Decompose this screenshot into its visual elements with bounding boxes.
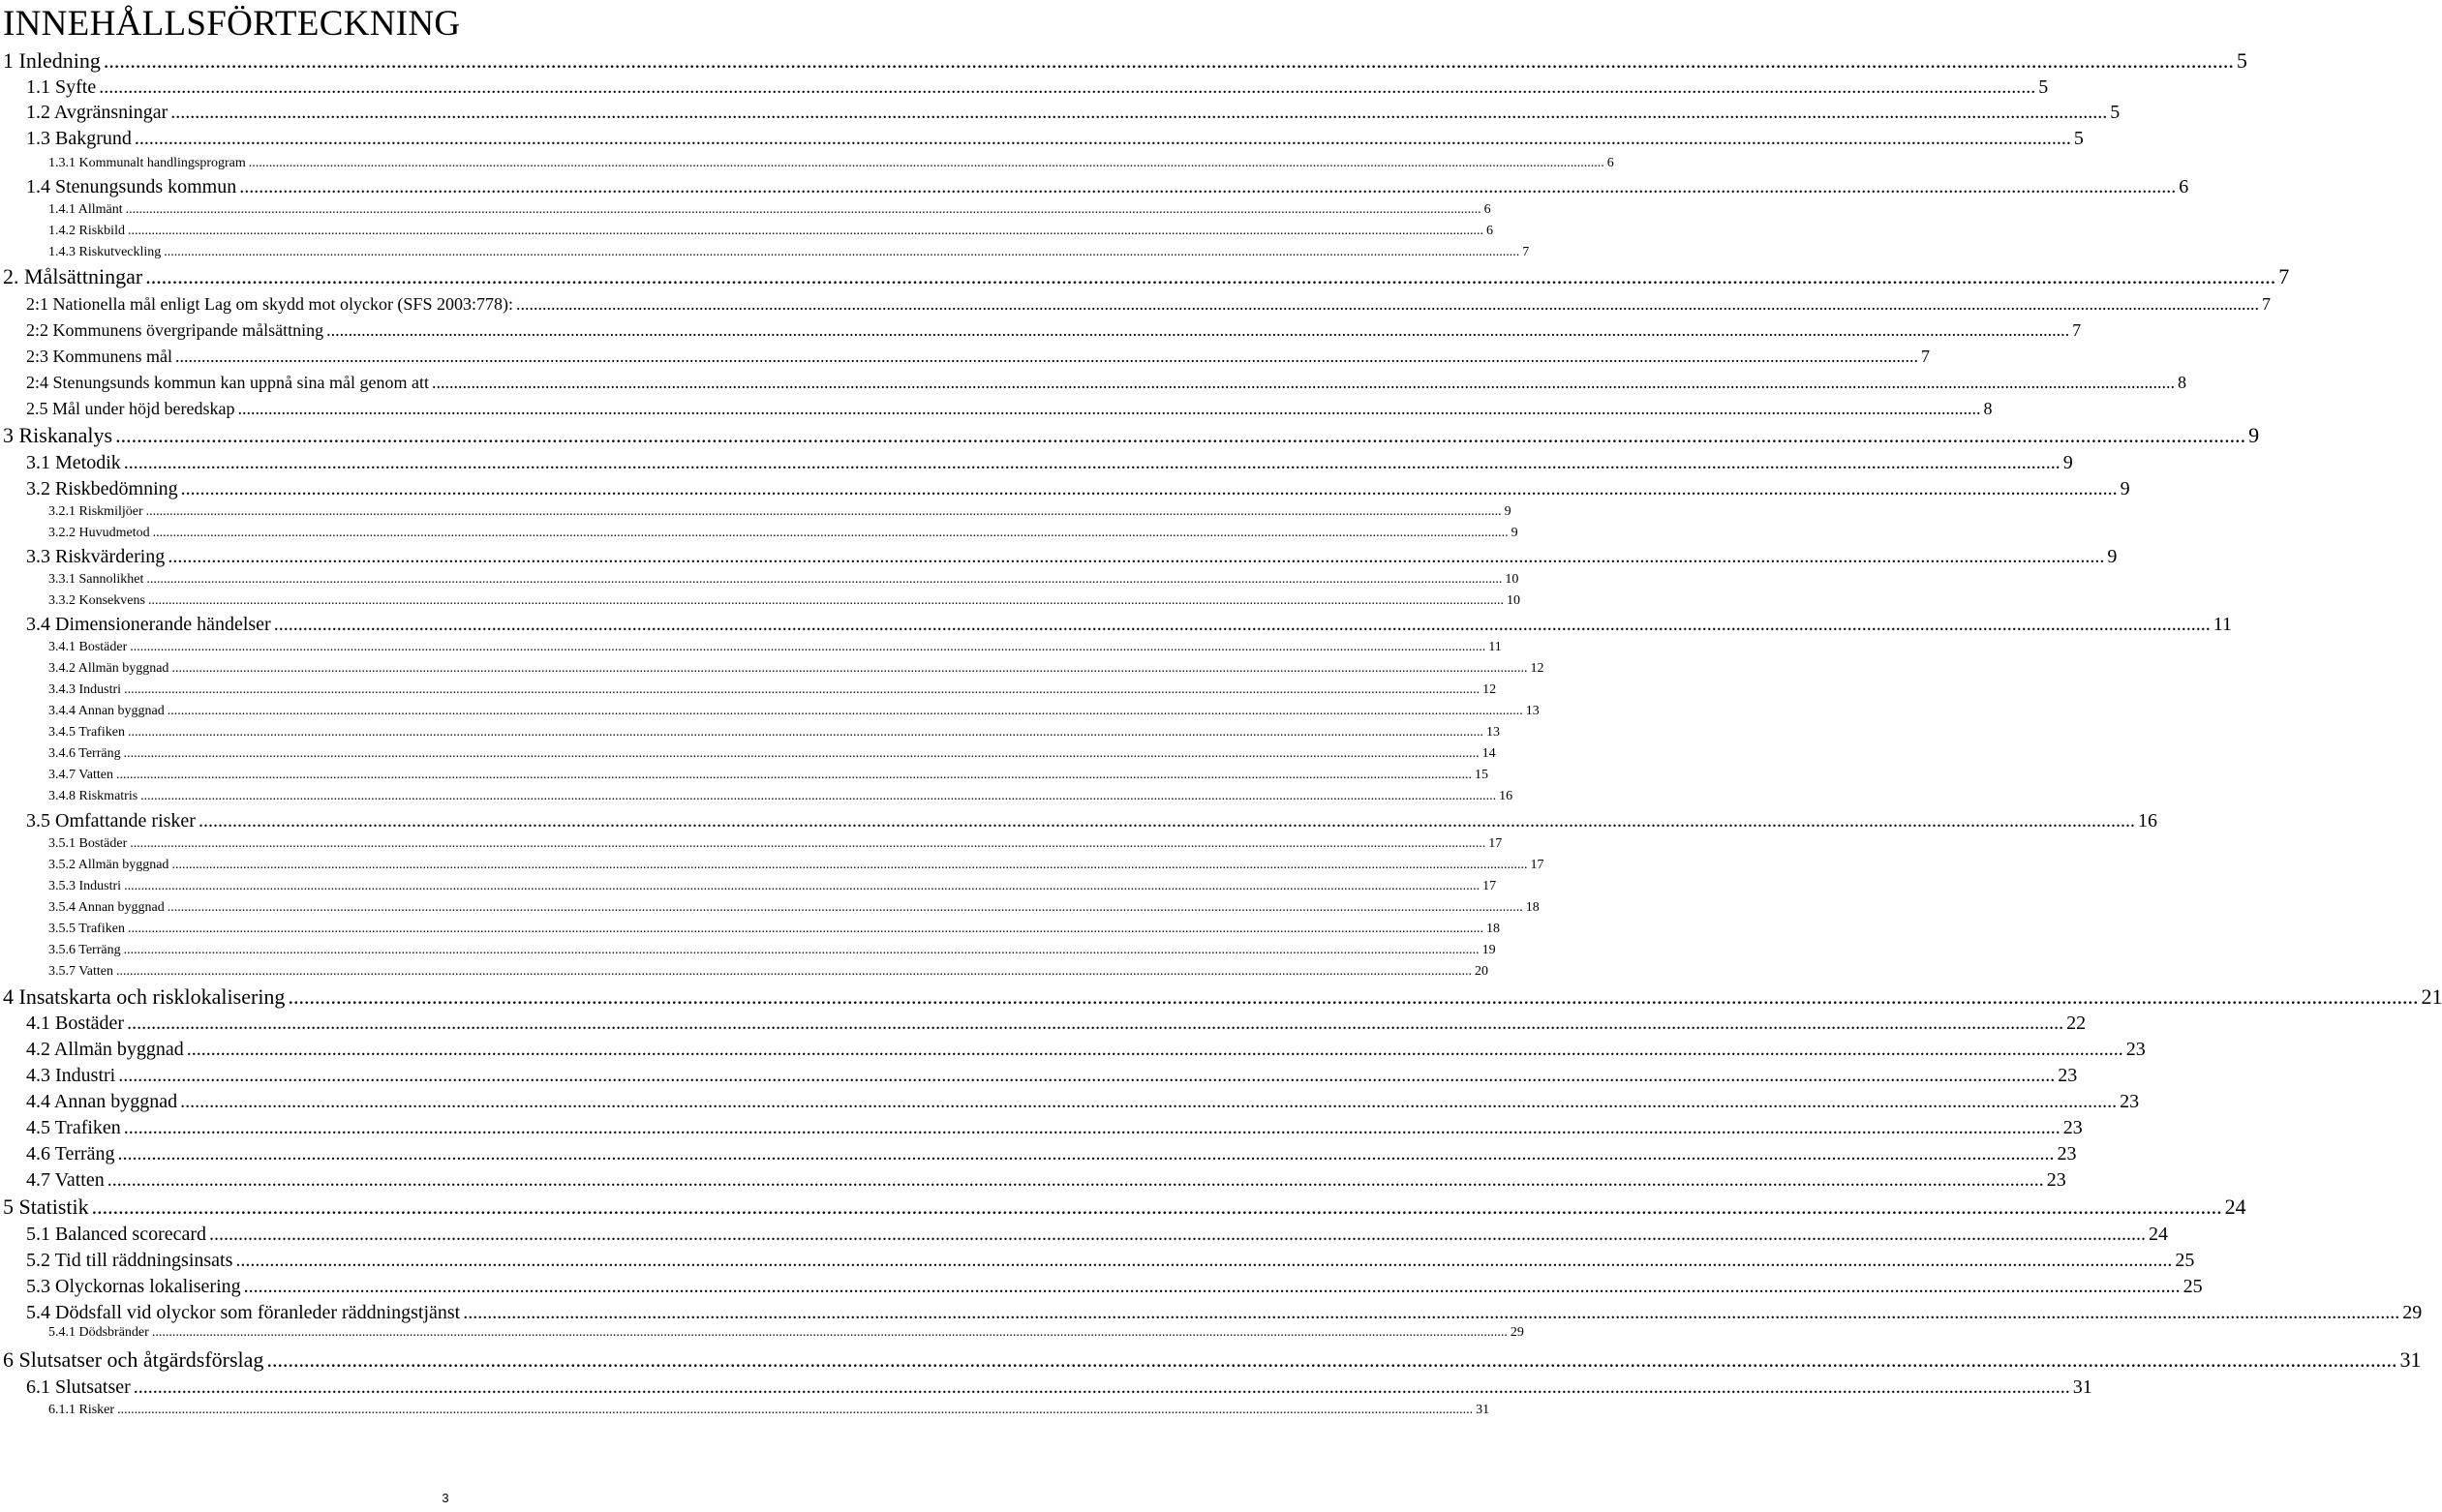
dot-leader: ................................................................................................................................................................................................................................................................................................................................................................................................................	[164, 245, 1520, 259]
toc-entry[interactable]	[48, 897, 1540, 919]
dot-leader: ................................................................................................................................................................................................................................................................................................................................................................................................................	[117, 1403, 1474, 1417]
toc-entry-label: 3.5.7 Vatten	[48, 964, 114, 979]
toc-entry-label: 3.4.6 Terräng	[48, 746, 121, 761]
toc-entry-page-number: 23	[2057, 1143, 2077, 1164]
dot-leader: ................................................................................................................................................................................................................................................................................................................................................................................................................	[116, 768, 1473, 782]
toc-entry[interactable]	[26, 1115, 2083, 1140]
toc-entry[interactable]	[48, 786, 1513, 807]
toc-entry-page-number: 9	[2062, 452, 2073, 473]
dot-leader: ................................................................................................................................................................................................................................................................................................................................................................................................................	[107, 1169, 2044, 1191]
toc-entry[interactable]	[26, 291, 2271, 317]
dot-leader: ................................................................................................................................................................................................................................................................................................................................................................................................................	[123, 943, 1480, 957]
toc-entry-page-number: 19	[1481, 943, 1496, 957]
dot-leader: ................................................................................................................................................................................................................................................................................................................................................................................................................	[186, 1039, 2123, 1060]
toc-entry[interactable]	[26, 612, 2232, 637]
toc-entry-page-number: 12	[1530, 661, 1544, 676]
dot-leader: ................................................................................................................................................................................................................................................................................................................................................................................................................	[175, 347, 1918, 366]
toc-entry-page-number: 9	[2120, 478, 2130, 499]
toc-entry-page-number: 5	[2236, 48, 2247, 73]
toc-entry-page-number: 9	[2248, 423, 2260, 447]
toc-entry-label: 3.5.1 Bostäder	[48, 836, 128, 851]
toc-entry[interactable]	[26, 1274, 2203, 1299]
toc-entry[interactable]	[48, 1322, 1524, 1344]
toc-entry[interactable]	[26, 1063, 2078, 1088]
toc-entry[interactable]	[48, 501, 1511, 523]
toc-entry[interactable]	[26, 544, 2118, 569]
toc-entry-label: 3.4.8 Riskmatris	[48, 789, 138, 803]
dot-leader: ................................................................................................................................................................................................................................................................................................................................................................................................................	[127, 224, 1483, 238]
toc-entry-page-number: 23	[2062, 1117, 2083, 1138]
toc-entry-label: 4.7 Vatten	[26, 1169, 105, 1191]
toc-entry-label: 3.4 Dimensionerande händelser	[26, 614, 271, 635]
toc-entry[interactable]	[26, 1222, 2169, 1247]
toc-entry-label: 3.3.1 Sannolikhet	[48, 572, 144, 587]
toc-entry-label: 2:1 Nationella mål enligt Lag om skydd mot olyckor (SFS 2003:778):	[26, 294, 513, 314]
toc-entry-label: 1.4 Stenungsunds kommun	[26, 176, 237, 197]
dot-leader: ................................................................................................................................................................................................................................................................................................................................................................................................................	[209, 1224, 2147, 1245]
toc-entry[interactable]	[48, 855, 1544, 876]
toc-entry-label: 1.4.1 Allmänt	[48, 202, 123, 217]
dot-leader: ................................................................................................................................................................................................................................................................................................................................................................................................................	[127, 922, 1483, 936]
dot-leader: ................................................................................................................................................................................................................................................................................................................................................................................................................	[167, 900, 1523, 915]
toc-entry[interactable]	[26, 370, 2186, 395]
toc-entry-page-number: 7	[2072, 320, 2082, 340]
toc-entry-page-number: 8	[2177, 373, 2186, 392]
toc-entry-label: 5.4.1 Dödsbränder	[48, 1325, 149, 1340]
toc-entry[interactable]	[3, 1346, 2422, 1374]
toc-entry[interactable]	[26, 1248, 2195, 1273]
dot-leader: ................................................................................................................................................................................................................................................................................................................................................................................................................	[147, 593, 1504, 608]
dot-leader: ................................................................................................................................................................................................................................................................................................................................................................................................................	[91, 1194, 2222, 1219]
dot-leader: ................................................................................................................................................................................................................................................................................................................................................................................................................	[152, 526, 1509, 540]
toc-entry[interactable]	[48, 637, 1502, 658]
toc-entry[interactable]	[48, 961, 1489, 983]
toc-entry-page-number: 5	[2110, 102, 2121, 123]
dot-leader: ................................................................................................................................................................................................................................................................................................................................................................................................................	[235, 1250, 2173, 1271]
toc-entry-page-number: 25	[2183, 1276, 2203, 1297]
dot-leader: ................................................................................................................................................................................................................................................................................................................................................................................................................	[463, 1302, 2400, 1323]
toc-entry-label: 4.4 Annan byggnad	[26, 1091, 178, 1112]
toc-entry-label: 4.3 Industri	[26, 1065, 116, 1086]
toc-entry-page-number: 12	[1482, 682, 1497, 697]
toc-entry-page-number: 9	[1511, 526, 1518, 540]
toc-entry-page-number: 6	[1483, 202, 1491, 217]
toc-entry-label: 3.2 Riskbedömning	[26, 478, 178, 499]
toc-entry[interactable]	[26, 100, 2121, 125]
toc-entry[interactable]	[48, 153, 1614, 174]
toc-entry[interactable]	[26, 1375, 2092, 1400]
toc-entry-page-number: 18	[1485, 922, 1500, 936]
toc-entry-page-number: 15	[1475, 768, 1489, 782]
toc-entry[interactable]	[26, 396, 1993, 421]
dot-leader: ................................................................................................................................................................................................................................................................................................................................................................................................................	[243, 1276, 2181, 1297]
dot-leader: ................................................................................................................................................................................................................................................................................................................................................................................................................	[248, 156, 1604, 170]
dot-leader: ................................................................................................................................................................................................................................................................................................................................................................................................................	[239, 176, 2177, 197]
toc-entry-label: 1.4.2 Riskbild	[48, 224, 125, 238]
dot-leader: ................................................................................................................................................................................................................................................................................................................................................................................................................	[145, 504, 1502, 519]
toc-entry[interactable]	[26, 344, 1930, 369]
toc-entry[interactable]	[26, 450, 2073, 475]
toc-entry-page-number: 21	[2421, 984, 2442, 1009]
toc-entry[interactable]	[3, 422, 2260, 449]
toc-entry-page-number: 20	[1475, 964, 1489, 979]
toc-entry-page-number: 6	[1606, 156, 1614, 170]
toc-entry-label: 3.3 Riskvärdering	[26, 546, 166, 567]
toc-entry[interactable]	[26, 808, 2157, 833]
toc-entry-page-number: 7	[1921, 347, 1930, 366]
toc-entry-page-number: 10	[1506, 593, 1520, 608]
toc-entry-page-number: 8	[1983, 399, 1993, 418]
toc-entry[interactable]	[3, 263, 2290, 290]
toc-entry-label: 3.4.7 Vatten	[48, 768, 114, 782]
toc-entry[interactable]	[48, 680, 1497, 701]
toc-entry-page-number: 10	[1505, 572, 1519, 587]
dot-leader: ................................................................................................................................................................................................................................................................................................................................................................................................................	[237, 399, 1981, 418]
dot-leader: ................................................................................................................................................................................................................................................................................................................................................................................................................	[171, 661, 1528, 676]
toc-entry-label: 3.5.5 Trafiken	[48, 922, 125, 936]
toc-entry-page-number: 6	[1485, 224, 1493, 238]
toc-entry-label: 5.1 Balanced scorecard	[26, 1224, 207, 1245]
toc-entry-page-number: 18	[1525, 900, 1540, 915]
toc-entry-page-number: 11	[1488, 640, 1502, 654]
toc-entry-label: 2:3 Kommunens mål	[26, 347, 172, 366]
dot-leader: ................................................................................................................................................................................................................................................................................................................................................................................................................	[168, 546, 2105, 567]
toc-entry-page-number: 17	[1488, 836, 1503, 851]
dot-leader: ................................................................................................................................................................................................................................................................................................................................................................................................................	[127, 725, 1483, 740]
toc-entry-label: 4.5 Trafiken	[26, 1117, 121, 1138]
dot-leader: ................................................................................................................................................................................................................................................................................................................................................................................................................	[151, 1325, 1508, 1340]
toc-entry[interactable]	[26, 126, 2084, 151]
toc-entry-label: 3.3.2 Konsekvens	[48, 593, 145, 608]
toc-entry[interactable]	[26, 476, 2130, 501]
toc-entry-page-number: 7	[2278, 264, 2290, 288]
toc-entry[interactable]	[48, 722, 1500, 743]
dot-leader: ................................................................................................................................................................................................................................................................................................................................................................................................................	[180, 1091, 2118, 1112]
toc-entry-page-number: 16	[2137, 810, 2157, 832]
toc-entry-page-number: 23	[2058, 1065, 2078, 1086]
toc-entry-label: 3.2.1 Riskmiljöer	[48, 504, 143, 519]
toc-entry-page-number: 23	[2120, 1091, 2140, 1112]
toc-entry[interactable]	[26, 75, 2049, 100]
dot-leader: ................................................................................................................................................................................................................................................................................................................................................................................................................	[431, 373, 2175, 392]
toc-entry[interactable]	[3, 983, 2442, 1011]
dot-leader: ................................................................................................................................................................................................................................................................................................................................................................................................................	[124, 682, 1480, 697]
toc-entry-label: 3 Riskanalys	[3, 423, 113, 447]
toc-entry-page-number: 22	[2066, 1013, 2087, 1034]
toc-entry-label: 1.3 Bakgrund	[26, 128, 132, 149]
toc-entry[interactable]	[3, 47, 2247, 75]
toc-entry-label: 2. Målsättningar	[3, 264, 143, 288]
toc-entry-label: 3.2.2 Huvudmetod	[48, 526, 150, 540]
dot-leader: ................................................................................................................................................................................................................................................................................................................................................................................................................	[140, 789, 1497, 803]
dot-leader: ................................................................................................................................................................................................................................................................................................................................................................................................................	[125, 202, 1481, 217]
toc-entry-label: 1.1 Syfte	[26, 76, 97, 98]
dot-leader: ................................................................................................................................................................................................................................................................................................................................................................................................................	[130, 836, 1486, 851]
toc-entry[interactable]	[48, 658, 1544, 680]
toc-entry-page-number: 11	[2213, 614, 2232, 635]
dot-leader: ................................................................................................................................................................................................................................................................................................................................................................................................................	[115, 423, 2246, 447]
toc-entry[interactable]	[26, 1141, 2077, 1166]
dot-leader: ................................................................................................................................................................................................................................................................................................................................................................................................................	[118, 1065, 2056, 1086]
toc-entry-label: 1.3.1 Kommunalt handlingsprogram	[48, 156, 246, 170]
toc-entry-label: 2:2 Kommunens övergripande målsättning	[26, 320, 324, 340]
toc-entry-label: 3.4.4 Annan byggnad	[48, 704, 165, 718]
toc-entry-label: 4.6 Terräng	[26, 1143, 115, 1164]
toc-entry-label: 3.5.6 Terräng	[48, 943, 121, 957]
dot-leader: ................................................................................................................................................................................................................................................................................................................................................................................................................	[133, 1376, 2070, 1398]
toc-entry-page-number: 6	[2179, 176, 2189, 197]
toc-entry-page-number: 14	[1481, 746, 1496, 761]
page-number: 3	[442, 1491, 449, 1505]
toc-entry-label: 3.5.2 Allmän byggnad	[48, 858, 169, 872]
toc-entry-page-number: 31	[1476, 1403, 1490, 1417]
toc-entry-label: 6.1 Slutsatser	[26, 1376, 131, 1398]
toc-entry-page-number: 7	[2261, 294, 2271, 314]
toc-entry-page-number: 24	[2224, 1194, 2246, 1219]
dot-leader: ................................................................................................................................................................................................................................................................................................................................................................................................................	[170, 102, 2108, 123]
dot-leader: ................................................................................................................................................................................................................................................................................................................................................................................................................	[134, 128, 2071, 149]
dot-leader: ................................................................................................................................................................................................................................................................................................................................................................................................................	[515, 294, 2259, 314]
toc-entry-page-number: 9	[1504, 504, 1511, 519]
dot-leader: ................................................................................................................................................................................................................................................................................................................................................................................................................	[198, 810, 2135, 832]
toc-entry-label: 3.4.5 Trafiken	[48, 725, 125, 740]
toc-entry[interactable]	[26, 1089, 2140, 1114]
toc-entry-page-number: 31	[2399, 1347, 2422, 1372]
toc-entry[interactable]	[26, 1037, 2146, 1062]
dot-leader: ................................................................................................................................................................................................................................................................................................................................................................................................................	[167, 704, 1523, 718]
toc-entry[interactable]	[48, 221, 1493, 242]
toc-entry-page-number: 23	[2046, 1169, 2066, 1191]
toc-entry-label: 2:4 Stenungsunds kommun kan uppnå sina mål genom att	[26, 373, 429, 392]
dot-leader: ................................................................................................................................................................................................................................................................................................................................................................................................................	[145, 264, 2276, 288]
toc-entry-label: 4 Insatskarta och risklokalisering	[3, 984, 286, 1009]
toc-entry[interactable]	[48, 569, 1519, 590]
dot-leader: ................................................................................................................................................................................................................................................................................................................................................................................................................	[99, 76, 2036, 98]
toc-entry[interactable]	[48, 919, 1500, 940]
toc-entry-label: 5 Statistik	[3, 1194, 89, 1219]
toc-entry[interactable]	[3, 1194, 2246, 1221]
dot-leader: ................................................................................................................................................................................................................................................................................................................................................................................................................	[117, 1143, 2055, 1164]
toc-entry-page-number: 29	[2402, 1302, 2423, 1323]
toc-entry-page-number: 25	[2175, 1250, 2195, 1271]
toc-entry-label: 3.4.2 Allmän byggnad	[48, 661, 169, 676]
toc-entry-label: 3.4.3 Industri	[48, 682, 122, 697]
toc-entry[interactable]	[48, 523, 1518, 544]
dot-leader: ................................................................................................................................................................................................................................................................................................................................................................................................................	[180, 478, 2118, 499]
toc-heading: INNEHÅLLSFÖRTECKNING	[3, 4, 461, 44]
toc-entry-label: 5.2 Tid till räddningsinsats	[26, 1250, 233, 1271]
toc-entry[interactable]	[26, 1167, 2066, 1193]
dot-leader: ................................................................................................................................................................................................................................................................................................................................................................................................................	[123, 746, 1480, 761]
toc-entry[interactable]	[26, 318, 2082, 343]
dot-leader: ................................................................................................................................................................................................................................................................................................................................................................................................................	[266, 1347, 2397, 1372]
dot-leader: ................................................................................................................................................................................................................................................................................................................................................................................................................	[146, 572, 1503, 587]
toc-entry-label: 2.5 Mål under höjd beredskap	[26, 399, 235, 418]
toc-entry[interactable]	[48, 833, 1503, 855]
dot-leader: ................................................................................................................................................................................................................................................................................................................................................................................................................	[127, 1013, 2064, 1034]
toc-entry-label: 3.1 Metodik	[26, 452, 121, 473]
toc-entry[interactable]	[48, 590, 1520, 612]
toc-entry-label: 1 Inledning	[3, 48, 101, 73]
toc-entry-label: 1.4.3 Riskutveckling	[48, 245, 162, 259]
toc-entry-page-number: 5	[2038, 76, 2049, 98]
toc-entry-page-number: 13	[1525, 704, 1540, 718]
dot-leader: ................................................................................................................................................................................................................................................................................................................................................................................................................	[326, 320, 2070, 340]
dot-leader: ................................................................................................................................................................................................................................................................................................................................................................................................................	[103, 48, 2234, 73]
toc-entry-page-number: 7	[1522, 245, 1530, 259]
toc-entry-label: 5.3 Olyckornas lokalisering	[26, 1276, 241, 1297]
toc-entry-label: 6 Slutsatser och åtgärdsförslag	[3, 1347, 264, 1372]
toc-entry[interactable]	[48, 876, 1497, 897]
toc-entry-label: 3.4.1 Bostäder	[48, 640, 128, 654]
toc-entry-label: 4.1 Bostäder	[26, 1013, 125, 1034]
toc-entry-label: 1.2 Avgränsningar	[26, 102, 168, 123]
toc-entry-page-number: 16	[1499, 789, 1513, 803]
dot-leader: ................................................................................................................................................................................................................................................................................................................................................................................................................	[288, 984, 2419, 1009]
dot-leader: ................................................................................................................................................................................................................................................................................................................................................................................................................	[123, 1117, 2060, 1138]
toc-entry-page-number: 29	[1510, 1325, 1524, 1340]
dot-leader: ................................................................................................................................................................................................................................................................................................................................................................................................................	[116, 964, 1473, 979]
toc-entry-page-number: 31	[2072, 1376, 2092, 1398]
toc-entry[interactable]	[48, 199, 1491, 221]
toc-entry-page-number: 17	[1530, 858, 1544, 872]
toc-entry[interactable]	[48, 940, 1496, 961]
toc-entry-label: 4.2 Allmän byggnad	[26, 1039, 184, 1060]
dot-leader: ................................................................................................................................................................................................................................................................................................................................................................................................................	[171, 858, 1528, 872]
toc-entry-label: 5.4 Dödsfall vid olyckor som föranleder räddningstjänst	[26, 1302, 461, 1323]
toc-entry-label: 6.1.1 Risker	[48, 1403, 115, 1417]
toc-entry[interactable]	[48, 1400, 1490, 1421]
toc-entry[interactable]	[48, 765, 1489, 786]
toc-entry-page-number: 9	[2107, 546, 2118, 567]
toc-entry[interactable]	[48, 743, 1496, 765]
toc-entry-page-number: 24	[2149, 1224, 2169, 1245]
dot-leader: ................................................................................................................................................................................................................................................................................................................................................................................................................	[124, 879, 1480, 893]
toc-entry-page-number: 17	[1482, 879, 1497, 893]
toc-entry[interactable]	[26, 174, 2189, 199]
toc-entry[interactable]	[26, 1011, 2087, 1036]
toc-entry-label: 3.5 Omfattande risker	[26, 810, 196, 832]
toc-entry[interactable]	[48, 701, 1540, 722]
dot-leader: ................................................................................................................................................................................................................................................................................................................................................................................................................	[130, 640, 1486, 654]
toc-entry[interactable]	[48, 242, 1530, 263]
toc-entry-label: 3.5.3 Industri	[48, 879, 122, 893]
toc-entry-page-number: 13	[1485, 725, 1500, 740]
toc-entry-page-number: 23	[2125, 1039, 2146, 1060]
dot-leader: ................................................................................................................................................................................................................................................................................................................................................................................................................	[123, 452, 2060, 473]
toc-entry-page-number: 5	[2073, 128, 2084, 149]
toc-entry-label: 3.5.4 Annan byggnad	[48, 900, 165, 915]
dot-leader: ................................................................................................................................................................................................................................................................................................................................................................................................................	[273, 614, 2211, 635]
